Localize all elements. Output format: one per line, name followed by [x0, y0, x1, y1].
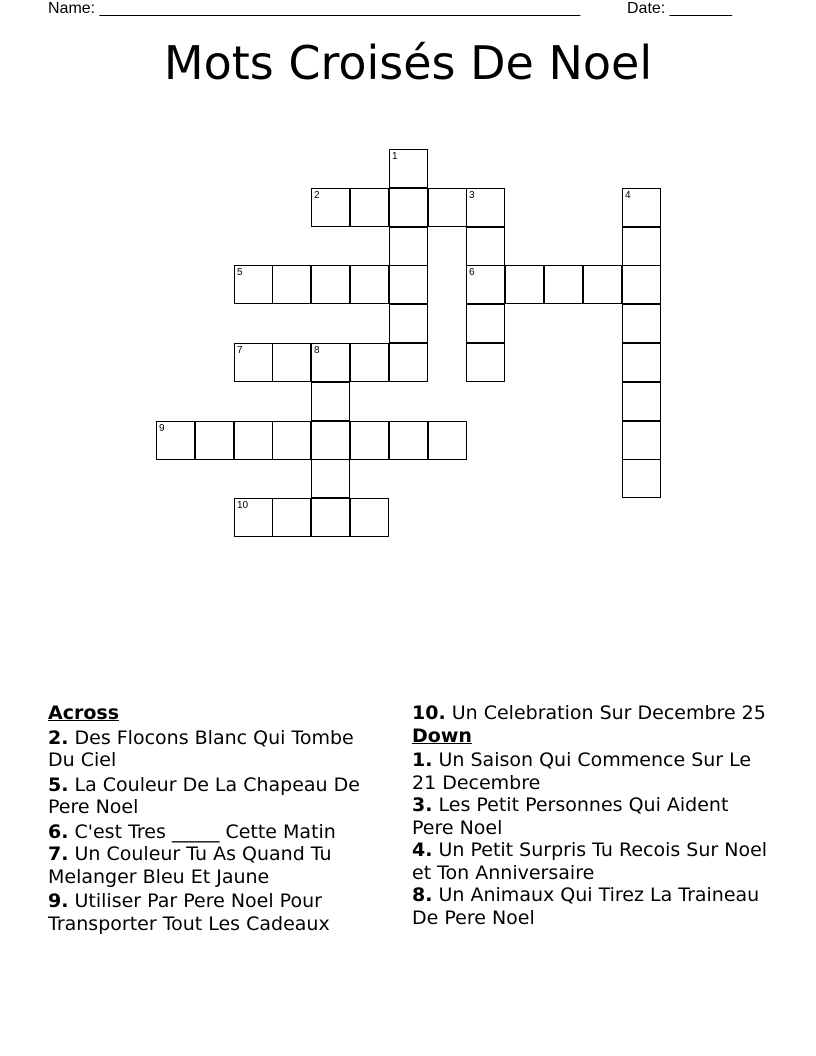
crossword-cell[interactable]: [311, 188, 350, 227]
cell-number: 1: [392, 151, 398, 162]
crossword-cell[interactable]: [466, 304, 505, 343]
crossword-cell[interactable]: [350, 188, 389, 227]
crossword-cell[interactable]: [272, 421, 311, 460]
cell-number: 2: [314, 190, 320, 201]
crossword-cell[interactable]: [389, 343, 428, 382]
down-heading: Down: [412, 724, 472, 747]
crossword-cell[interactable]: [622, 188, 661, 227]
cell-number: 10: [237, 500, 249, 511]
crossword-cell[interactable]: [272, 343, 311, 382]
crossword-cell[interactable]: [505, 265, 544, 304]
crossword-cell[interactable]: [622, 382, 661, 421]
crossword-cell[interactable]: [234, 343, 273, 382]
crossword-cell[interactable]: [311, 265, 350, 304]
crossword-cell[interactable]: [311, 421, 350, 460]
across-clue: [48, 821, 384, 844]
clue-number: 3.: [412, 794, 433, 816]
crossword-cell[interactable]: [622, 265, 661, 304]
across-clue: [48, 890, 384, 935]
crossword-cell[interactable]: [389, 227, 428, 266]
crossword-cell[interactable]: [272, 498, 311, 537]
crossword-cell[interactable]: [350, 498, 389, 537]
clue-number: 9.: [48, 890, 69, 912]
crossword-cell[interactable]: [544, 265, 583, 304]
crossword-cell[interactable]: [428, 188, 467, 227]
crossword-cell[interactable]: [583, 265, 622, 304]
crossword-cell[interactable]: [195, 421, 234, 460]
cell-number: 7: [237, 345, 243, 356]
crossword-cell[interactable]: [622, 227, 661, 266]
crossword-cell[interactable]: [389, 149, 428, 188]
crossword-cell[interactable]: [466, 343, 505, 382]
clue-number: 10.: [412, 702, 446, 724]
crossword-cell[interactable]: [466, 188, 505, 227]
clue-number: 4.: [412, 839, 433, 861]
date-field-label: Date: _______: [627, 0, 732, 17]
crossword-cell[interactable]: [272, 265, 311, 304]
crossword-cell[interactable]: [156, 421, 195, 460]
down-clue: [412, 884, 772, 929]
across-clue: [48, 774, 384, 819]
crossword-cell[interactable]: [428, 421, 467, 460]
clue-text: Un Celebration Sur Decembre 25: [451, 702, 766, 724]
clue-text: Des Flocons Blanc Qui Tombe Du Ciel: [48, 726, 354, 771]
crossword-cell[interactable]: [311, 343, 350, 382]
clue-number: 5.: [48, 773, 69, 796]
cell-number: 3: [469, 190, 475, 201]
cell-number: 6: [469, 267, 475, 278]
clue-number: 8.: [412, 884, 433, 906]
across-clue: [412, 702, 772, 725]
clue-number: 7.: [48, 843, 69, 865]
clue-text: Un Couleur Tu As Quand Tu Melanger Bleu Et Jaune: [48, 843, 332, 888]
cell-number: 5: [237, 267, 243, 278]
clue-number: 1.: [412, 749, 433, 771]
crossword-cell[interactable]: [622, 304, 661, 343]
crossword-cell[interactable]: [622, 421, 661, 460]
name-field-label: Name: ______________________________________________________: [48, 0, 581, 17]
across-clue: [48, 727, 384, 772]
clue-text: Les Petit Personnes Qui Aident Pere Noel: [412, 794, 729, 839]
across-clue: [48, 843, 384, 888]
down-clue: [412, 749, 772, 794]
clues-left-column: [48, 702, 384, 937]
crossword-cell[interactable]: [350, 265, 389, 304]
crossword-cell[interactable]: [350, 343, 389, 382]
clue-text: Un Animaux Qui Tirez La Traineau De Pere Noel: [412, 884, 760, 929]
page-title: Mots Croisés De Noel: [163, 36, 653, 90]
cell-number: 4: [625, 190, 631, 201]
crossword-cell[interactable]: [389, 421, 428, 460]
crossword-cell[interactable]: [389, 304, 428, 343]
crossword-cell[interactable]: [311, 382, 350, 421]
cell-number: 9: [159, 423, 165, 434]
crossword-cell[interactable]: [389, 265, 428, 304]
clue-text: Un Petit Surpris Tu Recois Sur Noel et Ton Anniversaire: [412, 839, 768, 884]
across-heading: Across: [48, 702, 120, 724]
crossword-cell[interactable]: [234, 265, 273, 304]
clue-text: Un Saison Qui Commence Sur Le 21 Decembre: [412, 749, 752, 794]
crossword-cell[interactable]: [466, 265, 505, 304]
cell-number: 8: [314, 345, 320, 356]
crossword-cell[interactable]: [350, 421, 389, 460]
crossword-cell[interactable]: [311, 498, 350, 537]
crossword-cell[interactable]: [311, 459, 350, 498]
down-clue: [412, 839, 772, 884]
clue-text: Utiliser Par Pere Noel Pour Transporter Tout Les Cadeaux: [48, 890, 330, 935]
down-clue: [412, 794, 772, 839]
clue-text: La Couleur De La Chapeau De Pere Noel: [48, 773, 360, 818]
crossword-cell[interactable]: [622, 459, 661, 498]
crossword-cell[interactable]: [622, 343, 661, 382]
clue-number: 6.: [48, 820, 69, 843]
crossword-cell[interactable]: [234, 498, 273, 537]
crossword-cell[interactable]: [466, 227, 505, 266]
crossword-cell[interactable]: [234, 421, 273, 460]
clue-text: C'est Tres _____ Cette Matin: [74, 820, 336, 843]
crossword-cell[interactable]: [389, 188, 428, 227]
clue-number: 2.: [48, 726, 69, 749]
clues-right-column: [412, 702, 772, 931]
